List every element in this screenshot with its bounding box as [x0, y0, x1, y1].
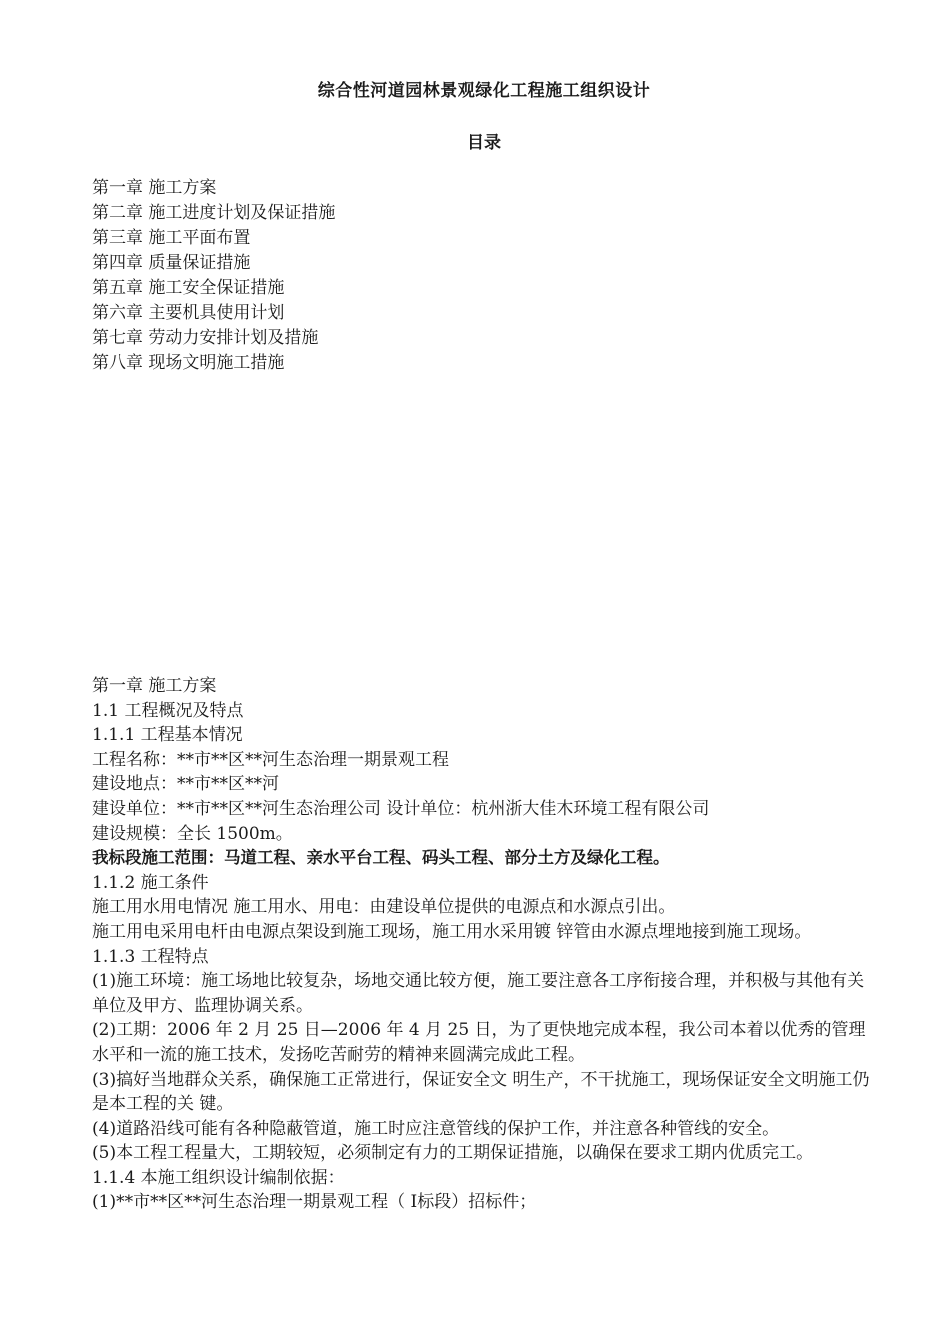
- project-name: 工程名称：**市**区**河生态治理一期景观工程: [92, 749, 449, 770]
- list-item: (2)工期：2006 年 2 月 25 日—2006 年 4 月 25 日，为了更快地完成本程，我公司本着以优秀的管理水平和一流的施工技术，发扬吃苦耐劳的精神来圆满完成此工程。: [92, 1020, 866, 1065]
- toc-item: 第三章 施工平面布置: [92, 228, 251, 248]
- list-item: (1)施工环境：施工场地比较复杂，场地交通比较方便，施工要注意各工序衔接合理，并积极与其他有关单位及甲方、监理协调关系。: [92, 971, 865, 1016]
- document-body: [92, 674, 878, 1215]
- project-units: 建设单位：**市**区**河生态治理公司 设计单位：杭州浙大佳木环境工程有限公司: [92, 798, 710, 819]
- subsection-heading: 1.1.4 本施工组织设计编制依据：: [92, 1167, 345, 1188]
- subsection-heading: 1.1.2 施工条件: [92, 872, 209, 893]
- chapter-heading: 第一章 施工方案: [92, 676, 217, 696]
- list-item: (1)**市**区**河生态治理一期景观工程（ Ⅰ标段）招标件；: [92, 1192, 537, 1213]
- document-title: 综合性河道园林景观绿化工程施工组织设计: [317, 81, 651, 101]
- subsection-heading: 1.1.1 工程基本情况: [92, 725, 243, 746]
- list-item: (3)搞好当地群众关系，确保施工正常进行，保证安全文 明生产，不干扰施工，现场保证安全文明施工仍是本工程的关 键。: [92, 1069, 870, 1115]
- toc-item: 第六章 主要机具使用计划: [92, 303, 285, 323]
- toc-item: 第七章 劳动力安排计划及措施: [92, 328, 319, 348]
- toc-item: 第八章 现场文明施工措施: [92, 353, 285, 373]
- list-item: (5)本工程工程量大，工期较短，必须制定有力的工期保证措施，以确保在要求工期内优质完工。: [92, 1143, 814, 1164]
- paragraph: 施工用电采用电杆由电源点架设到施工现场，施工用水采用镀 锌管由水源点埋地接到施工现场。: [92, 921, 812, 942]
- toc-item: 第四章 质量保证措施: [92, 253, 251, 273]
- project-location: 建设地点：**市**区**河: [92, 774, 279, 795]
- toc-item: 第一章 施工方案: [92, 178, 217, 198]
- table-of-contents: [92, 176, 872, 376]
- subsection-heading: 1.1.3 工程特点: [92, 946, 209, 967]
- construction-scope: 我标段施工范围：马道工程、亲水平台工程、码头工程、部分土方及绿化工程。: [92, 848, 670, 868]
- list-item: (4)道路沿线可能有各种隐蔽管道，施工时应注意管线的保护工作，并注意各种管线的安全。: [92, 1118, 780, 1139]
- toc-item: 第二章 施工进度计划及保证措施: [92, 203, 336, 223]
- section-heading: 1.1 工程概况及特点: [92, 700, 244, 721]
- paragraph: 施工用水用电情况 施工用水、用电：由建设单位提供的电源点和水源点引出。: [92, 897, 676, 918]
- toc-item: 第五章 施工安全保证措施: [92, 278, 285, 298]
- toc-heading: 目录: [467, 133, 501, 153]
- project-scale: 建设规模：全长 1500m。: [92, 823, 293, 844]
